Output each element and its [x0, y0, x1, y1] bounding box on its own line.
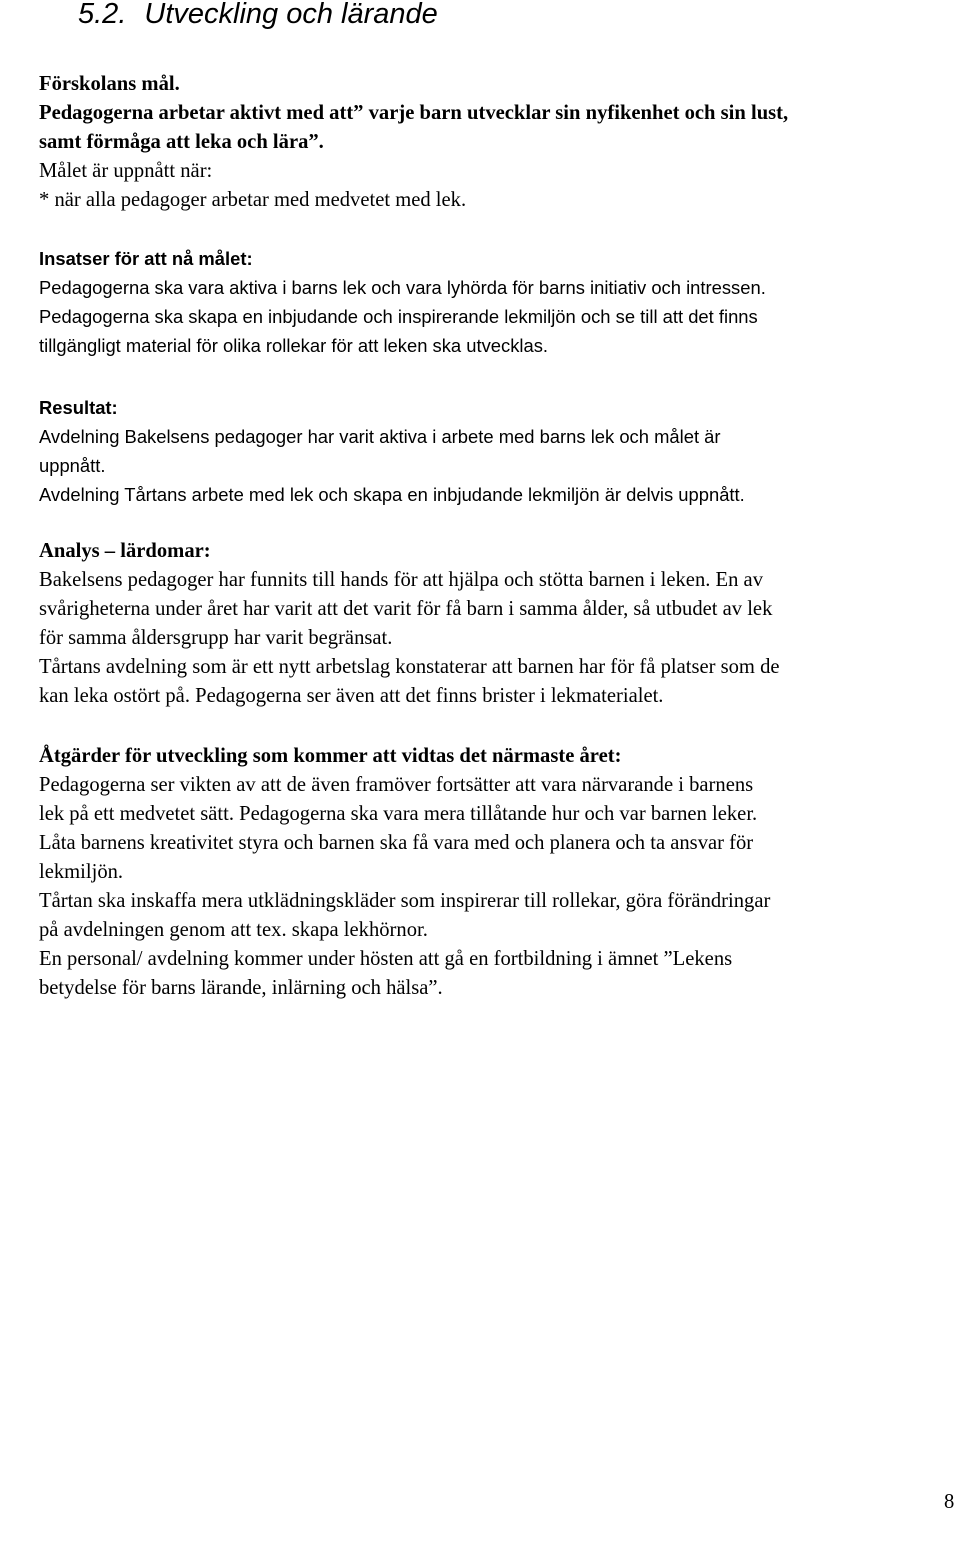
- section-heading: [78, 0, 438, 34]
- analysis-block: [39, 537, 959, 711]
- actions-line: En personal/ avdelning kommer under hösten att gå en fortbildning i ämnet ”Lekens: [39, 948, 733, 970]
- goal-line: samt förmåga att leka och lära”.: [39, 131, 324, 153]
- achieved-line: Målet är uppnått när:: [39, 160, 213, 182]
- efforts-line: Pedagogerna ska skapa en inbjudande och inspirerande lekmiljön och se till att det finns: [39, 306, 758, 327]
- achieved-block: [39, 157, 959, 215]
- goal-label: Förskolans mål.: [39, 73, 180, 95]
- analysis-line: för samma åldersgrupp har varit begränsat.: [39, 627, 393, 649]
- analysis-line: kan leka ostört på. Pedagogerna ser även att det finns brister i lekmaterialet.: [39, 685, 664, 707]
- actions-block: [39, 742, 959, 1003]
- result-line: Avdelning Bakelsens pedagoger har varit aktiva i arbete med barns lek och målet är: [39, 426, 721, 447]
- analysis-line: svårigheterna under året har varit att det varit för få barn i samma ålder, så utbudet av lek: [39, 598, 773, 620]
- goal-line: Pedagogerna arbetar aktivt med att” varje barn utvecklar sin nyfikenhet och sin lust,: [39, 102, 789, 124]
- result-line: uppnått.: [39, 455, 106, 476]
- actions-line: lek på ett medvetet sätt. Pedagogerna ska vara mera tillåtande hur och var barnen leker.: [39, 803, 758, 825]
- actions-line: lekmiljön.: [39, 861, 124, 883]
- section-title: Utveckling och lärande: [144, 0, 438, 30]
- result-line: Avdelning Tårtans arbete med lek och skapa en inbjudande lekmiljön är delvis uppnått.: [39, 484, 745, 505]
- actions-line: Tårtan ska inskaffa mera utklädningskläder som inspirerar till rollekar, göra förändringar: [39, 890, 771, 912]
- actions-line: betydelse för barns lärande, inlärning och hälsa”.: [39, 977, 443, 999]
- goal-block: [39, 70, 959, 157]
- result-label: Resultat:: [39, 397, 118, 418]
- efforts-block: [39, 244, 959, 360]
- page-number: 8: [944, 1491, 955, 1513]
- actions-label: Åtgärder för utveckling som kommer att vidtas det närmaste året:: [39, 745, 622, 767]
- efforts-line: tillgängligt material för olika rollekar för att leken ska utvecklas.: [39, 335, 549, 356]
- actions-line: Låta barnens kreativitet styra och barnen ska få vara med och planera och ta ansvar för: [39, 832, 754, 854]
- actions-line: på avdelningen genom att tex. skapa lekhörnor.: [39, 919, 428, 941]
- efforts-label: Insatser för att nå målet:: [39, 248, 253, 269]
- section-number: 5.2.: [78, 0, 127, 30]
- actions-line: Pedagogerna ser vikten av att de även framöver fortsätter att vara närvarande i barnens: [39, 774, 754, 796]
- analysis-label: Analys – lärdomar:: [39, 540, 211, 562]
- result-block: [39, 393, 959, 509]
- efforts-line: Pedagogerna ska vara aktiva i barns lek och vara lyhörda för barns initiativ och intressen.: [39, 277, 766, 298]
- analysis-line: Bakelsens pedagoger har funnits till hands för att hjälpa och stötta barnen i leken. En av: [39, 569, 763, 591]
- achieved-line: * när alla pedagoger arbetar med medvetet med lek.: [39, 189, 467, 211]
- analysis-line: Tårtans avdelning som är ett nytt arbetslag konstaterar att barnen har för få platser som de: [39, 656, 780, 678]
